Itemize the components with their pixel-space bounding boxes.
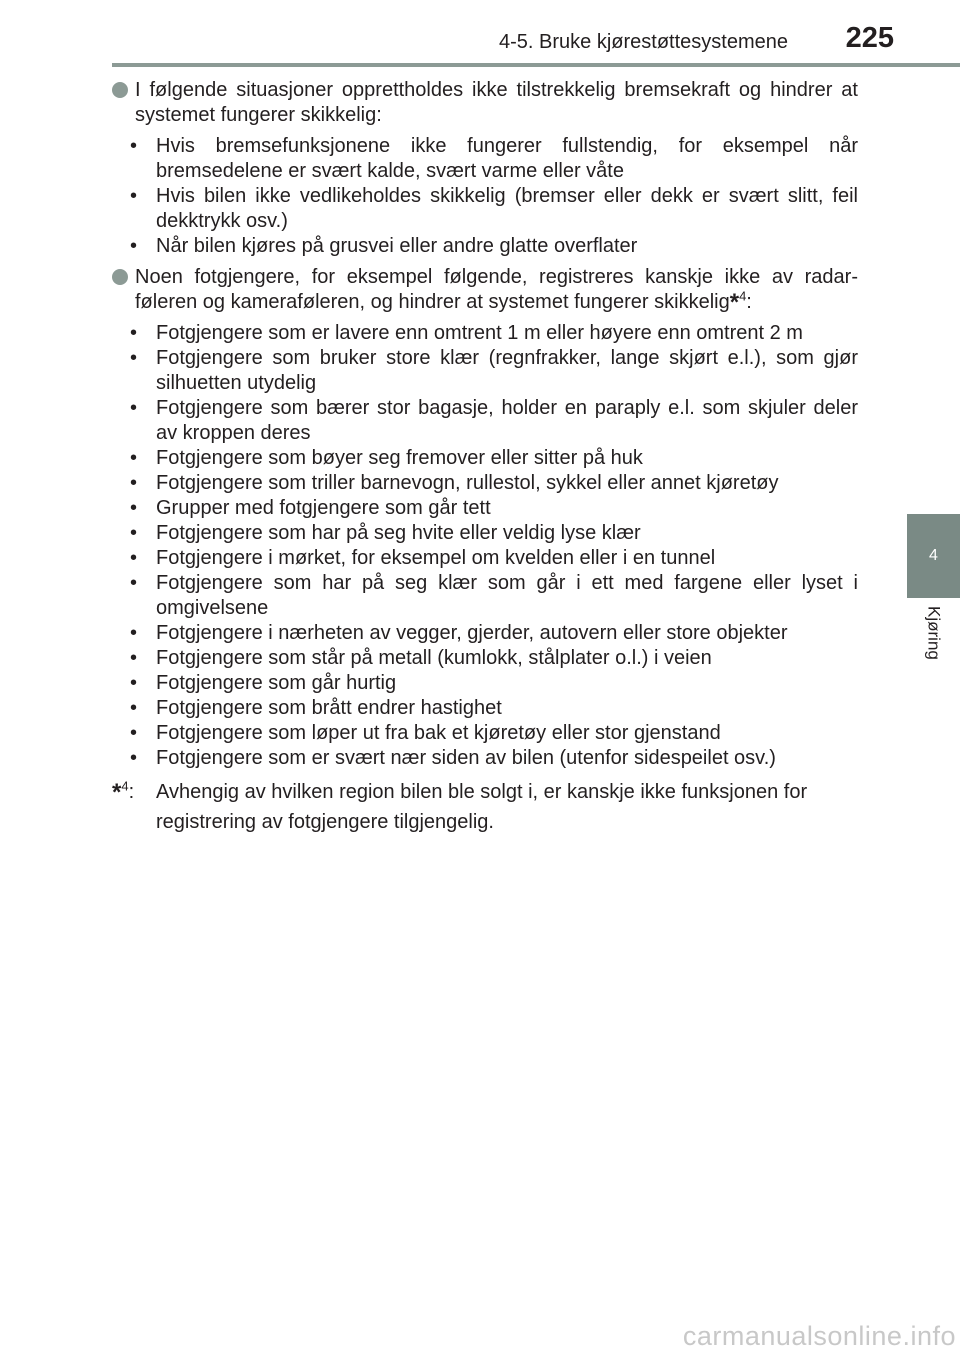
main-item-text-end: : — [746, 291, 752, 313]
list-item-text: Hvis bilen ikke vedlikeholdes skikkelig (bremser eller dekk er svært slitt, feil dekktrykk osv.) — [156, 185, 858, 232]
bullet-icon: • — [130, 747, 138, 769]
section-title: 4-5. Bruke kjørestøttesystemene — [499, 31, 788, 53]
bullet-icon: • — [130, 697, 138, 719]
braking-conditions-list — [112, 134, 858, 259]
list-item — [112, 696, 858, 721]
list-item-text: Fotgjengere som bøyer seg fremover eller sitter på huk — [156, 447, 643, 469]
bullet-icon: • — [130, 135, 138, 157]
list-item — [112, 321, 858, 346]
list-item-text: Fotgjengere i mørket, for eksempel om kvelden eller i en tunnel — [156, 547, 716, 569]
footnote — [112, 777, 858, 837]
bullet-icon: • — [130, 347, 138, 369]
list-item — [112, 346, 858, 396]
bullet-icon: • — [130, 235, 138, 257]
main-item-pedestrians — [112, 265, 858, 315]
footnote-mark: *$^4$: — [112, 778, 135, 806]
list-item-text: Når bilen kjøres på grusvei eller andre glatte overflater — [156, 235, 638, 257]
chapter-label: Kjøring — [924, 606, 944, 660]
footnote-text: Avhengig av hvilken region bilen ble solgt i, er kanskje ikke funksjonen for registrering av fotgjengere tilgjengelig. — [156, 781, 808, 833]
list-item-text: Fotgjengere som står på metall (kumlokk, stålplater o.l.) i veien — [156, 647, 712, 669]
list-item-text: Hvis bremsefunksjonene ikke fungerer fullstendig, for eksempel når bremsedelene er svært kalde, svært varme eller våte — [156, 135, 858, 182]
list-item-text: Fotgjengere som triller barnevogn, rullestol, sykkel eller annet kjøretøy — [156, 472, 779, 494]
list-item — [112, 571, 858, 621]
list-item — [112, 671, 858, 696]
list-item — [112, 546, 858, 571]
main-item-braking — [112, 78, 858, 128]
bullet-icon: • — [130, 185, 138, 207]
list-item — [112, 521, 858, 546]
list-item — [112, 746, 858, 771]
bullet-icon: • — [130, 622, 138, 644]
bullet-icon: • — [130, 497, 138, 519]
list-item — [112, 234, 858, 259]
page-header — [0, 0, 960, 62]
list-item — [112, 184, 858, 234]
header-divider — [112, 63, 960, 67]
bullet-icon: • — [130, 647, 138, 669]
list-item-text: Fotgjengere som løper ut fra bak et kjøretøy eller stor gjenstand — [156, 722, 721, 744]
list-item-text: Fotgjengere som er svært nær siden av bilen (utenfor sidespeilet osv.) — [156, 747, 776, 769]
list-item-text: Fotgjengere som går hurtig — [156, 672, 397, 694]
bullet-dot-icon — [112, 82, 128, 98]
bullet-icon: • — [130, 472, 138, 494]
chapter-tab: 4 — [907, 514, 960, 598]
page-number: 225 — [845, 22, 894, 54]
list-item-text: Grupper med fotgjengere som går tett — [156, 497, 491, 519]
page-content — [112, 78, 858, 837]
bullet-icon: • — [130, 722, 138, 744]
footnote-ref: 4 — [739, 288, 747, 304]
bullet-icon: • — [130, 522, 138, 544]
list-item — [112, 396, 858, 446]
bullet-icon: • — [130, 572, 138, 594]
bullet-icon: • — [130, 322, 138, 344]
main-item-text: Noen fotgjengere, for eksempel følgende, registreres kanskje ikke av radarføleren og kameraføleren, og hindrer at systemet fungerer skikkelig — [135, 266, 858, 313]
list-item-text: Fotgjengere som er lavere enn omtrent 1 m eller høyere enn omtrent 2 m — [156, 322, 803, 344]
list-item-text: Fotgjengere som har på seg hvite eller veldig lyse klær — [156, 522, 641, 544]
list-item-text: Fotgjengere i nærheten av vegger, gjerder, autovern eller store objekter — [156, 622, 788, 644]
list-item — [112, 134, 858, 184]
footnote-star-icon: * — [729, 289, 740, 316]
bullet-dot-icon — [112, 269, 128, 285]
list-item-text: Fotgjengere som bærer stor bagasje, holder en paraply e.l. som skjuler deler av kroppen deres — [156, 397, 858, 444]
watermark: carmanualsonline.info — [682, 1321, 956, 1351]
list-item-text: Fotgjengere som bruker store klær (regnfrakker, lange skjørt e.l.), som gjør silhuetten utydelig — [156, 347, 858, 394]
bullet-icon: • — [130, 672, 138, 694]
list-item — [112, 471, 858, 496]
footnote-star-icon: * — [112, 779, 122, 806]
list-item — [112, 646, 858, 671]
pedestrian-conditions-list — [112, 321, 858, 771]
bullet-icon: • — [130, 447, 138, 469]
main-item-text: I følgende situasjoner opprettholdes ikke tilstrekkelig bremsekraft og hindrer at systemet fungerer skikkelig: — [135, 79, 858, 126]
list-item — [112, 496, 858, 521]
list-item — [112, 446, 858, 471]
bullet-icon: • — [130, 397, 138, 419]
list-item — [112, 721, 858, 746]
list-item-text: Fotgjengere som har på seg klær som går i ett med fargene eller lyset i omgivelsene — [156, 572, 858, 619]
footnote-number: 4 — [121, 778, 129, 794]
bullet-icon: • — [130, 547, 138, 569]
list-item — [112, 621, 858, 646]
list-item-text: Fotgjengere som brått endrer hastighet — [156, 697, 502, 719]
